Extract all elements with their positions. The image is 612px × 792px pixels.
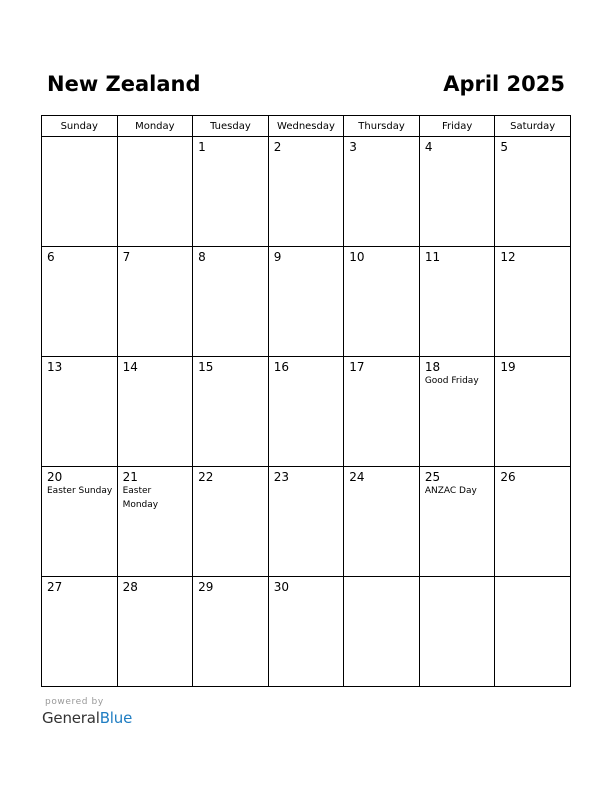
weekday-header-wednesday: Wednesday [268, 116, 344, 137]
day-cell [344, 357, 420, 467]
week-row [42, 577, 571, 687]
day-cell [42, 467, 118, 577]
day-cell [117, 467, 193, 577]
day-number: 28 [122, 580, 138, 594]
day-number [420, 577, 495, 581]
day-number: 5 [500, 140, 509, 154]
day-number: 29 [198, 580, 214, 594]
day-cell [42, 577, 118, 687]
week-row [42, 467, 571, 577]
day-number: 15 [198, 360, 214, 374]
day-number: 26 [500, 470, 516, 484]
day-number: 18 [424, 360, 441, 374]
day-number: 24 [349, 470, 365, 484]
day-cell [495, 577, 571, 687]
day-number: 13 [47, 360, 63, 374]
day-number: 17 [349, 360, 365, 374]
day-cell [419, 137, 495, 247]
day-number: 22 [198, 470, 214, 484]
day-cell [193, 467, 269, 577]
day-number: 1 [198, 140, 206, 154]
weekday-header-saturday: Saturday [495, 116, 571, 137]
day-cell [419, 467, 495, 577]
day-cell [42, 247, 118, 357]
weekday-header-row [42, 116, 571, 137]
day-cell [268, 357, 344, 467]
day-number: 9 [273, 250, 282, 264]
day-cell [268, 577, 344, 687]
day-cell [268, 137, 344, 247]
day-number: 21 [122, 470, 138, 484]
day-cell [117, 577, 193, 687]
logo-text-blue: Blue [99, 709, 133, 727]
day-number: 2 [273, 140, 282, 154]
day-number [495, 577, 570, 581]
day-cell [42, 137, 118, 247]
day-number: 30 [273, 580, 289, 594]
day-number: 4 [424, 140, 433, 154]
week-row [42, 357, 571, 467]
day-cell [344, 577, 420, 687]
day-cell [193, 137, 269, 247]
footer-branding [42, 696, 132, 728]
day-cell [344, 137, 420, 247]
holiday-label: Good Friday [424, 376, 479, 386]
month-title: April 2025 [443, 72, 565, 96]
day-number: 27 [47, 580, 63, 594]
holiday-label: ANZAC Day [424, 486, 477, 496]
generalblue-logo[interactable] [42, 708, 132, 728]
day-cell [193, 577, 269, 687]
day-cell [419, 357, 495, 467]
week-row [42, 137, 571, 247]
day-cell [419, 247, 495, 357]
day-number: 16 [273, 360, 289, 374]
day-cell [268, 247, 344, 357]
holiday-label: Easter Monday [122, 486, 159, 510]
day-number: 8 [198, 250, 206, 264]
week-row [42, 247, 571, 357]
day-cell [117, 357, 193, 467]
day-number: 10 [349, 250, 365, 264]
day-number [344, 577, 419, 581]
weekday-header-friday: Friday [419, 116, 495, 137]
day-number: 3 [349, 140, 357, 154]
day-number: 19 [500, 360, 516, 374]
day-cell [344, 467, 420, 577]
day-cell [495, 137, 571, 247]
day-cell [42, 357, 118, 467]
day-cell [268, 467, 344, 577]
country-title: New Zealand [47, 72, 201, 96]
day-cell [117, 247, 193, 357]
day-number: 14 [122, 360, 138, 374]
day-cell [193, 357, 269, 467]
day-cell [344, 247, 420, 357]
calendar-grid [41, 115, 571, 687]
day-number: 25 [424, 470, 441, 484]
day-number: 6 [47, 250, 55, 264]
weekday-header-tuesday: Tuesday [193, 116, 269, 137]
weekday-header-sunday: Sunday [42, 116, 118, 137]
day-cell [117, 137, 193, 247]
day-cell [495, 357, 571, 467]
day-number: 11 [424, 250, 441, 264]
day-number: 23 [273, 470, 289, 484]
weekday-header-monday: Monday [117, 116, 193, 137]
day-number [118, 137, 193, 141]
powered-by-text: powered by [45, 697, 104, 707]
day-cell [495, 247, 571, 357]
day-cell [495, 467, 571, 577]
weekday-header-thursday: Thursday [344, 116, 420, 137]
day-number [42, 137, 117, 141]
day-number: 12 [500, 250, 516, 264]
day-cell [193, 247, 269, 357]
day-number: 20 [47, 470, 63, 484]
day-cell [419, 577, 495, 687]
holiday-label: Easter Sunday [47, 486, 113, 496]
day-number: 7 [122, 250, 131, 264]
logo-text-general: General [42, 709, 100, 727]
